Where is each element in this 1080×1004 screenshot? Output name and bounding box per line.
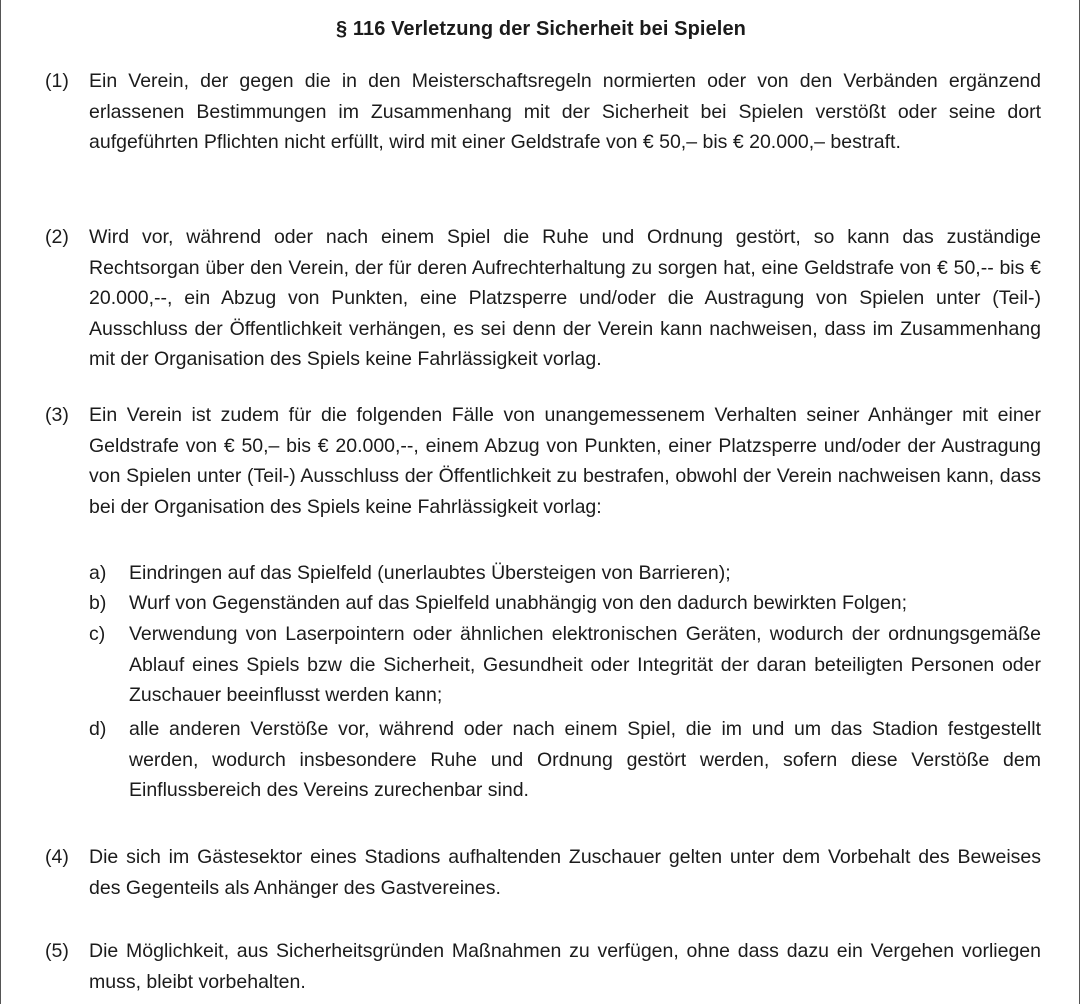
list-item-letter: a): [89, 562, 107, 584]
paragraph-number: (2): [45, 226, 69, 248]
list-item: [89, 619, 1041, 711]
list-item-text: Wurf von Gegenständen auf das Spielfeld unabhängig von den dadurch bewirkten Folgen;: [129, 592, 908, 614]
paragraph-number: (1): [45, 70, 69, 92]
list-item-text: Verwendung von Laserpointern oder ähnlichen elektronischen Geräten, wodurch der ordnungsgemäße Ablauf eines Spiels bzw die Sicherheit, Gesundheit oder Integrität der daran beteiligten Personen oder Zuschauer beeinflusst werden kann;: [129, 623, 1041, 706]
section-heading: § 116 Verletzung der Sicherheit bei Spielen: [335, 18, 746, 40]
paragraph-number: (4): [45, 846, 69, 868]
paragraph-number: (3): [45, 404, 69, 426]
list-item-text: Eindringen auf das Spielfeld (unerlaubtes Übersteigen von Barrieren);: [129, 562, 731, 584]
paragraph-text: Ein Verein ist zudem für die folgenden Fälle von unangemessenem Verhalten seiner Anhänger mit einer Geldstrafe von € 50,– bis € 20.000,--, einem Abzug von Punkten, einer Platzsperre und/oder der Austragung von Spielen unter (Teil-) Ausschluss der Öffentlichkeit zu bestrafen, obwohl der Verein nachweisen kann, dass bei der Organisation des Spiels keine Fahrlässigkeit vorlag:: [89, 404, 1041, 518]
paragraph-text: Ein Verein, der gegen die in den Meisterschaftsregeln normierten oder von den Verbänden ergänzend erlassenen Bestimmungen im Zusammenhang mit der Sicherheit bei Spielen verstößt oder seine dort aufgeführten Pflichten nicht erfüllt, wird mit einer Geldstrafe von € 50,– bis € 20.000,– bestraft.: [89, 70, 1041, 153]
paragraph-text: Wird vor, während oder nach einem Spiel die Ruhe und Ordnung gestört, so kann das zuständige Rechtsorgan über den Verein, der für deren Aufrechterhaltung zu sorgen hat, eine Geldstrafe von € 50,-- bis € 20.000,--, ein Abzug von Punkten, eine Platzsperre und/oder die Austragung von Spielen unter (Teil-) Ausschluss der Öffentlichkeit verhängen, es sei denn der Verein kann nachweisen, dass im Zusammenhang mit der Organisation des Spiels keine Fahrlässigkeit vorlag.: [89, 226, 1041, 370]
list-item-text: alle anderen Verstöße vor, während oder nach einem Spiel, die im und um das Stadion festgestellt werden, wodurch insbesondere Ruhe und Ordnung gestört werden, sofern diese Verstöße dem Einflussbereich des Vereins zurechenbar sind.: [129, 718, 1041, 801]
paragraph-number: (5): [45, 940, 69, 962]
list-item: [89, 588, 1041, 619]
paragraph-5: [45, 936, 1041, 997]
list-item: [89, 558, 1041, 589]
paragraph-text: Die sich im Gästesektor eines Stadions aufhaltenden Zuschauer gelten unter dem Vorbehalt des Beweises des Gegenteils als Anhänger des Gastvereines.: [89, 846, 1041, 899]
list-item-letter: c): [89, 623, 106, 645]
paragraph-2: [45, 222, 1041, 375]
list-item: [89, 714, 1041, 806]
paragraph-4: [45, 842, 1041, 903]
paragraph-3: [45, 400, 1041, 522]
list-item-letter: b): [89, 592, 107, 614]
paragraph-text: Die Möglichkeit, aus Sicherheitsgründen Maßnahmen zu verfügen, ohne dass dazu ein Vergehen vorliegen muss, bleibt vorbehalten.: [89, 940, 1041, 993]
list-item-letter: d): [89, 718, 107, 740]
paragraph-1: [45, 66, 1041, 158]
